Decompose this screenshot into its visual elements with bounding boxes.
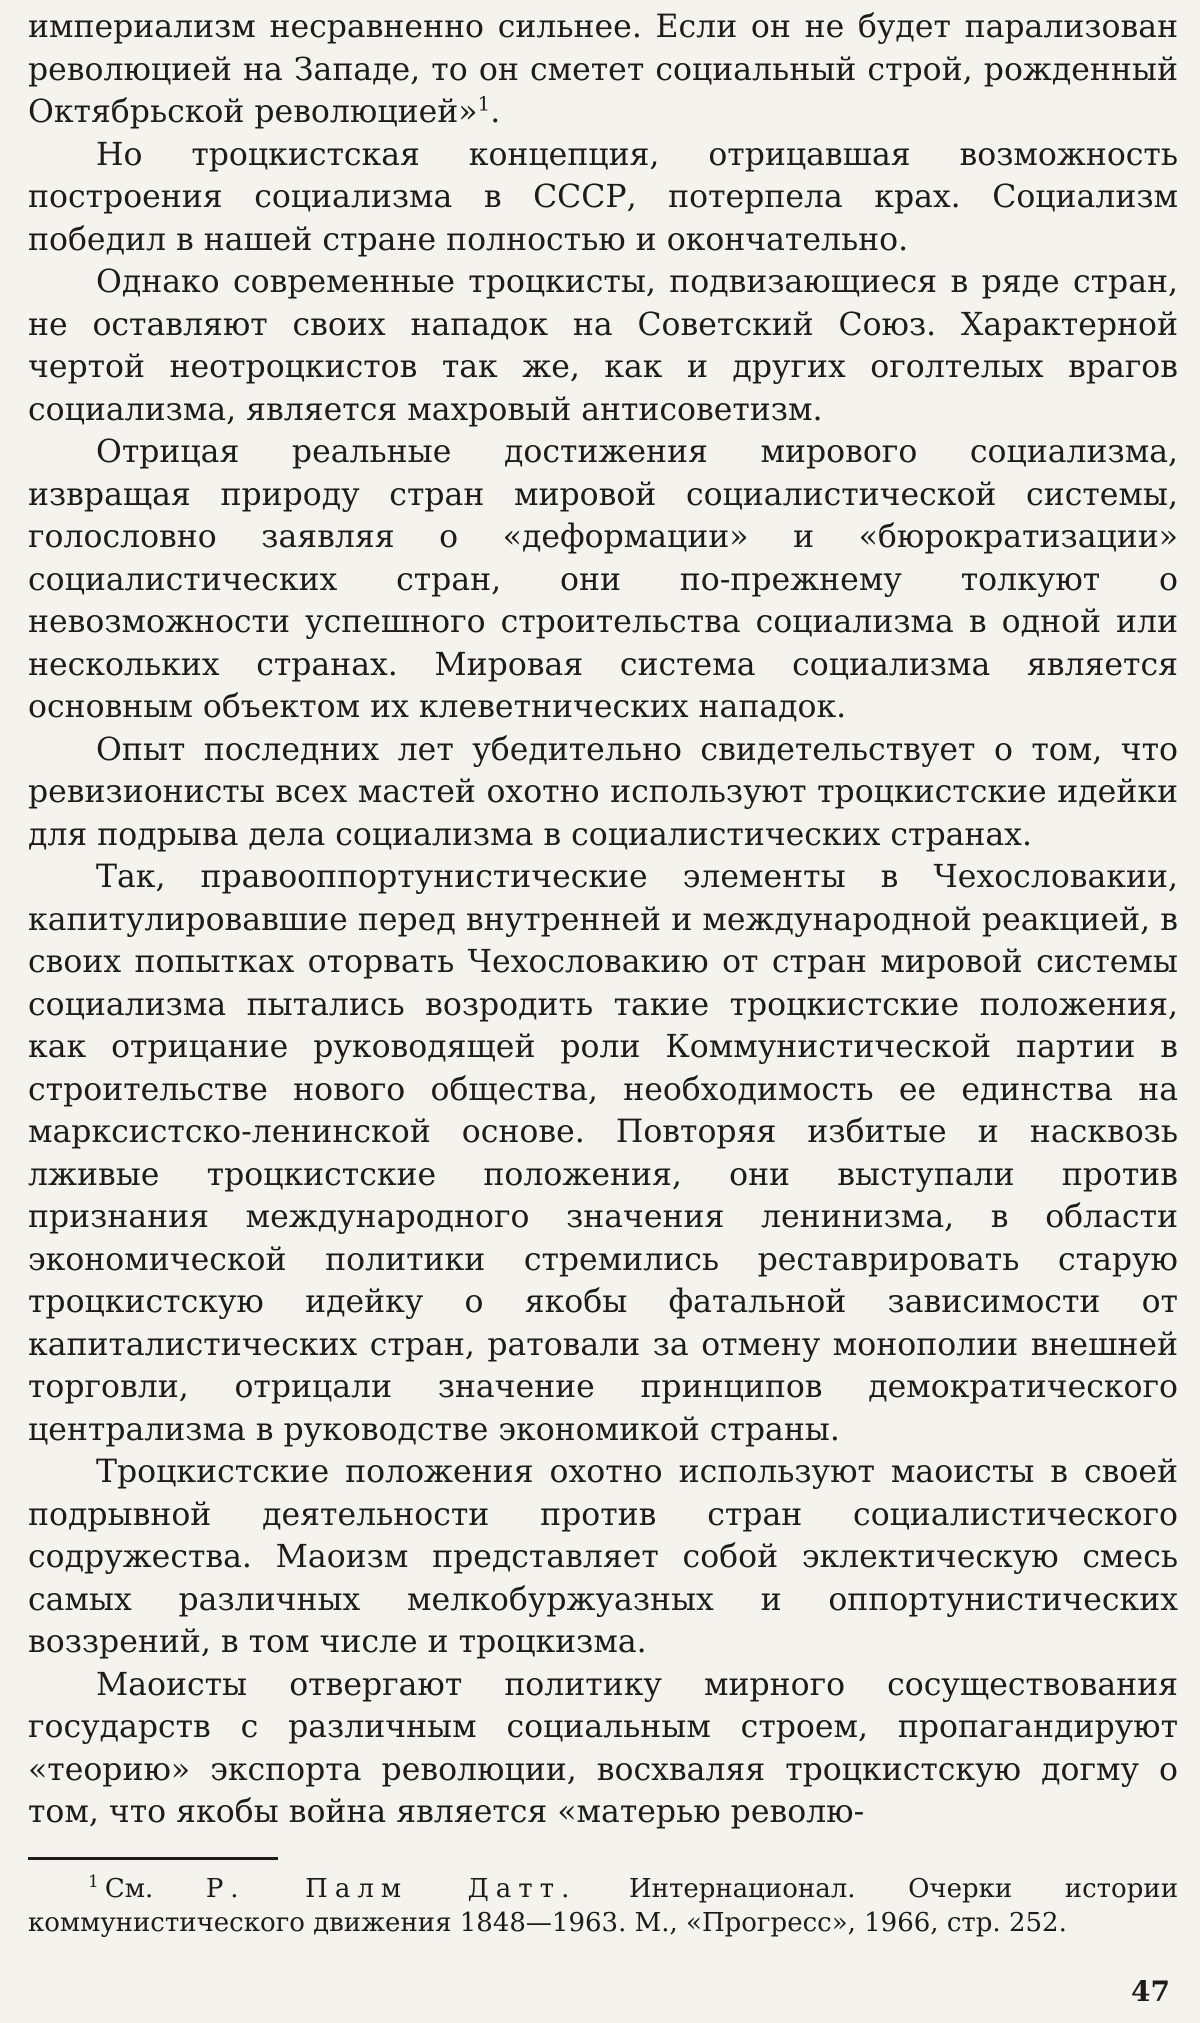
paragraph-2: Но троцкистская концепция, отрицавшая возможность построения социализма в СССР, потерпела крах. Социализм победил в нашей стране полностью и окончательно. (28, 136, 1178, 258)
paragraph-7: Троцкистские положения охотно используют маоисты в своей подрывной деятельности против стран социалистического содружества. Маоизм представляет собой эклектическую смесь самых различных мелкобуржуазных и оппортунистических воззрений, в том числе и троцкизма. (28, 1454, 1178, 1660)
paragraph-4: Отрицая реальные достижения мирового социализма, извращая природу стран мировой социалистической системы, голословно заявляя о «деформации» и «бюрократизации» социалистических стран, они по-прежнему толкуют о невозможности успешного строительства социализма в одной или нескольких странах. Мировая система социализма является основным объектом их клеветнических нападок. (28, 434, 1178, 725)
footnote-source: Интернационал. Очерки истории коммунистического движения 1848—1963. М., «Прогресс», 1966, стр. 252. (28, 1874, 1179, 1938)
paragraph-3: Однако современные троцкисты, подвизающиеся в ряде стран, не оставляют своих нападок на Советский Союз. Характерной чертой неотроцкистов так же, как и других оголтелых врагов социализма, является махровый антисоветизм. (28, 264, 1178, 428)
paragraph-8: Маоисты отвергают политику мирного сосуществования государств с различным социальным строем, пропагандируют «теорию» экспорта революции, восхваляя троцкистскую догму о том, что якобы война является «матерью револю- (28, 1666, 1178, 1830)
footnote-number: 1 (88, 1872, 99, 1893)
footnote-reference: 1 (477, 91, 491, 116)
footnote (28, 1872, 1178, 1940)
footnote-author: Р. Палм Датт. (205, 1874, 577, 1904)
page-number: 47 (1131, 1975, 1170, 2008)
paragraph-5: Опыт последних лет убедительно свидетельствует о том, что ревизионисты всех мастей охотно используют троцкистские идейки для подрыва дела социализма в социалистических странах. (28, 731, 1178, 853)
footnote-divider (28, 1857, 278, 1860)
body-text (28, 6, 1178, 1834)
footnote-see: См. (104, 1874, 154, 1904)
paragraph-1: империализм несравненно сильнее. Если он не будет парализован революцией на Западе, то он сметет социальный строй, рожденный Октябрьской революцией»$^1$. (28, 9, 1178, 130)
paragraph-6: Так, правооппортунистические элементы в Чехословакии, капитулировавшие перед внутренней и международной реакцией, в своих попытках оторвать Чехословакию от стран мировой системы социализма пытались возродить такие троцкистские положения, как отрицание руководящей роли Коммунистической партии в строительстве нового общества, необходимость ее единства на марксистско-ленинской основе. Повторяя избитые и насквозь лживые троцкистские положения, они выступали против признания международного значения ленинизма, в области экономической политики стремились реставрировать старую троцкистскую идейку о якобы фатальной зависимости от капиталистических стран, ратовали за отмену монополии внешней торговли, отрицали значение принципов демократического централизма в руководстве экономикой страны. (28, 859, 1178, 1448)
